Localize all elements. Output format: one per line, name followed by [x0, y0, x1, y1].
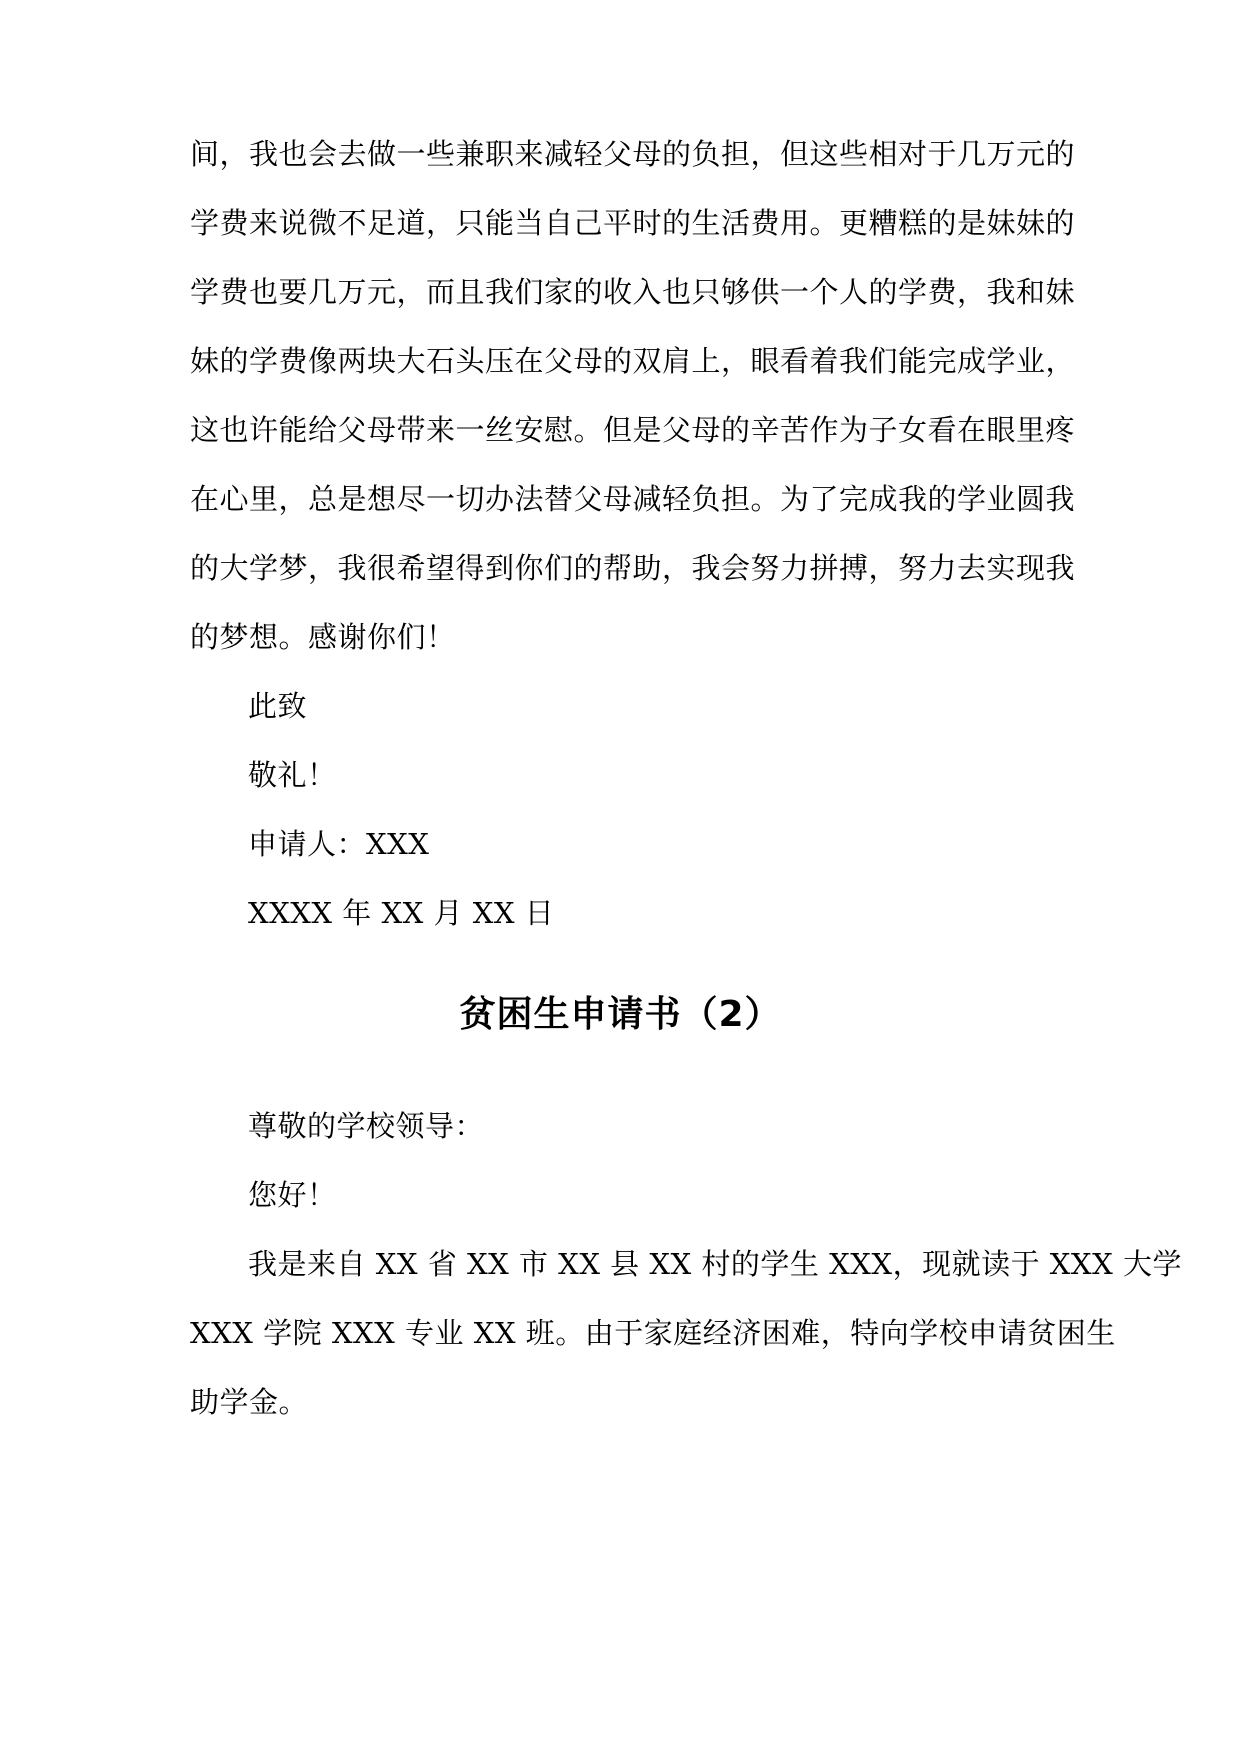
letter1-body-line-4: 妹的学费像两块大石头压在父母的双肩上，眼看着我们能完成学业， [190, 344, 1076, 378]
letter1-body-line-5: 这也许能给父母带来一丝安慰。但是父母的辛苦作为子女看在眼里疼 [190, 413, 1076, 447]
letter1-closing: 此致 [248, 689, 308, 723]
letter1-body-line-8: 的梦想。感谢你们！ [190, 620, 456, 654]
letter1-body-line-2: 学费来说微不足道，只能当自己平时的生活费用。更糟糕的是妹妹的 [190, 206, 1076, 240]
letter2-para1-line-3: 助学金。 [190, 1385, 309, 1419]
letter1-body-line-3: 学费也要几万元，而且我们家的收入也只够供一个人的学费，我和妹 [190, 275, 1076, 309]
letter1-body-line-1: 间，我也会去做一些兼职来减轻父母的负担，但这些相对于几万元的 [190, 137, 1076, 171]
letter2-para1-line-2: XXX 学院 XXX 专业 XX 班。由于家庭经济困难，特向学校申请贫困生 [190, 1316, 1116, 1350]
letter2-title: 贫困生申请书（2） [459, 994, 782, 1035]
letter1-salutation: 敬礼！ [248, 758, 337, 792]
letter1-applicant: 申请人：XXX [248, 827, 430, 861]
letter2-hello: 您好！ [248, 1178, 337, 1212]
letter1-date: XXXX 年 XX 月 XX 日 [248, 896, 555, 930]
letter1-body-line-7: 的大学梦，我很希望得到你们的帮助，我会努力拼搏，努力去实现我 [190, 551, 1076, 585]
letter2-greeting: 尊敬的学校领导： [248, 1109, 485, 1143]
letter2-para1-line-1: 我是来自 XX 省 XX 市 XX 县 XX 村的学生 XXX，现就读于 XXX 大学 [248, 1247, 1182, 1281]
letter1-body-line-6: 在心里，总是想尽一切办法替父母减轻负担。为了完成我的学业圆我 [190, 482, 1076, 516]
